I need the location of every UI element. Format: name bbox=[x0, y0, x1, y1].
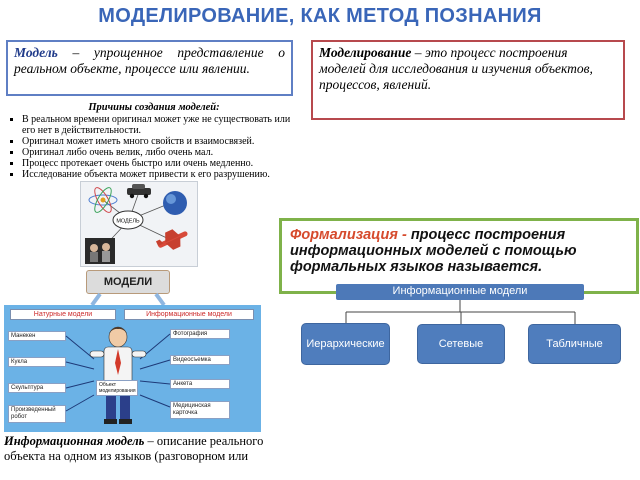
formalization-term: Формализация - bbox=[290, 227, 407, 243]
collage-center-label: МОДЕЛЬ bbox=[116, 218, 140, 225]
natural-item: Манекен bbox=[8, 331, 66, 341]
natural-item: Скульптура bbox=[8, 383, 66, 393]
info-model-definition-text: – описание реального объекта на одном из языков (разговорном или bbox=[4, 434, 264, 463]
reason-item: ▪ Исследование объекта может привести к его разрушению. bbox=[22, 169, 304, 180]
modeling-term: Моделирование bbox=[319, 45, 412, 60]
page-title: МОДЕЛИРОВАНИЕ, КАК МЕТОД ПОЗНАНИЯ bbox=[98, 5, 542, 27]
natural-models-header: Натурные модели bbox=[10, 309, 116, 320]
model-definition-text: – упрощенное представление о реальном объекте, процессе или явлении. bbox=[14, 45, 285, 76]
person-object-illustration bbox=[64, 319, 172, 431]
hierarchical-models-node: Иерархические bbox=[301, 323, 390, 365]
natural-item: Кукла bbox=[8, 357, 66, 367]
reason-item: ▪ Оригинал может иметь много свойств и взаимосвязей. bbox=[22, 136, 304, 147]
person-icon bbox=[90, 327, 146, 424]
model-term: Модель bbox=[14, 45, 58, 60]
info-models-panel-header: Информационные модели bbox=[124, 309, 254, 320]
reason-item: ▪ Оригинал либо очень велик, либо очень мал. bbox=[22, 147, 304, 158]
reason-item: ▪ В реальном времени оригинал может уже не существовать или его нет в действительности. bbox=[22, 114, 304, 136]
natural-item: Произведенный робот bbox=[8, 405, 66, 423]
info-item: Фотография bbox=[170, 329, 230, 339]
reason-item: ▪ Процесс протекает очень быстро или очень медленно. bbox=[22, 158, 304, 169]
modeling-definition-text: – это процесс построения моделей для исследования и изучения объектов, процессов, явлений. bbox=[319, 45, 593, 92]
reasons-title: Причины создания моделей: bbox=[88, 102, 220, 113]
tabular-models-node: Табличные bbox=[528, 324, 621, 364]
info-item: Анкета bbox=[170, 379, 230, 389]
info-item: Медицинская карточка bbox=[170, 401, 230, 419]
network-models-node: Сетевые bbox=[417, 324, 505, 364]
info-model-term: Информационная модель bbox=[4, 434, 145, 448]
models-classification-panel bbox=[4, 305, 261, 432]
formalization-definition-box bbox=[279, 218, 639, 294]
formalization-text: процесс построения информационных моделей с помощью формальных языков называется. bbox=[290, 227, 577, 275]
models-button[interactable]: МОДЕЛИ bbox=[86, 270, 170, 294]
info-item: Видеосъемка bbox=[170, 355, 230, 365]
object-caption: Объект моделирования bbox=[96, 380, 138, 396]
info-model-definition bbox=[4, 434, 274, 464]
info-models-header: Информационные модели bbox=[336, 284, 584, 300]
